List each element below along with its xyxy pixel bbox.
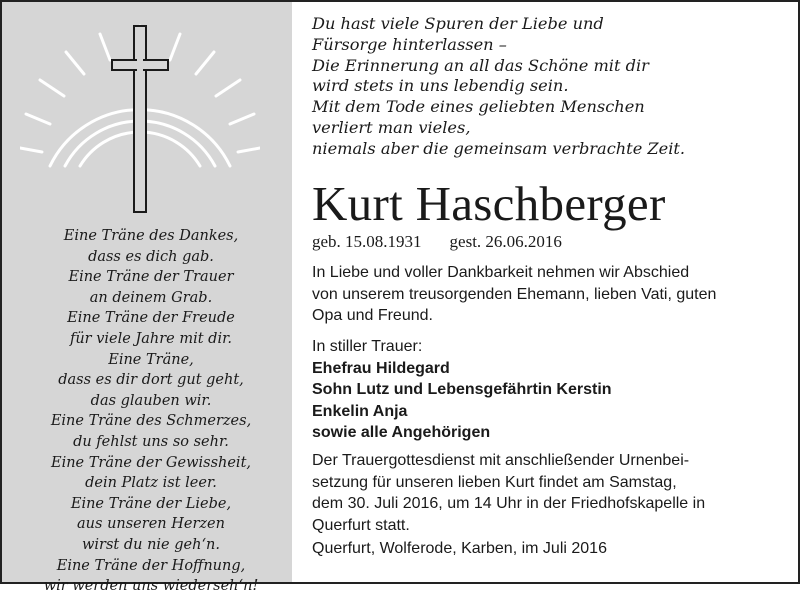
mourners-heading: In stiller Trauer: (312, 338, 423, 355)
right-panel (292, 0, 798, 584)
poem-line: dass es dir dort gut geht, (58, 372, 244, 389)
motto-line: wird stets in uns lebendig sein. (312, 76, 569, 96)
intro-line: In Liebe und voller Dankbarkeit nehmen wir Abschied (312, 264, 690, 281)
motto-line: Die Erinnerung an all das Schöne mit dir (312, 55, 649, 75)
poem-line: wirst du nie geh‘n. (81, 536, 220, 553)
poem-line: wir werden uns wiederseh‘n! (43, 578, 259, 595)
motto-line: Mit dem Tode eines geliebten Menschen (312, 97, 645, 117)
poem-line: dass es dich gab. (88, 248, 214, 265)
intro-text (312, 262, 792, 327)
poem-line: für viele Jahre mit dir. (69, 330, 233, 347)
death-date: gest. 26.06.2016 (449, 232, 562, 251)
service-info (312, 450, 792, 536)
life-dates (312, 232, 562, 252)
poem-line: Eine Träne der Trauer (68, 269, 234, 286)
poem-line: Eine Träne, (108, 351, 194, 368)
poem-line: dein Platz ist leer. (85, 475, 217, 492)
service-line: setzung für unseren lieben Kurt findet am Samstag, (312, 473, 677, 491)
poem-line: Eine Träne der Hoffnung, (56, 557, 246, 574)
motto-line: niemals aber die gemeinsam verbrachte Zeit. (312, 138, 686, 158)
birth-date: geb. 15.08.1931 (312, 232, 422, 251)
deceased-name: Kurt Haschberger (312, 176, 666, 231)
poem-line: Eine Träne der Liebe, (70, 495, 232, 512)
poem (12, 226, 290, 597)
poem-line: an deinem Grab. (89, 289, 213, 306)
poem-line: du fehlst uns so sehr. (73, 433, 229, 450)
intro-line: von unserem treusorgenden Ehemann, lieben Vati, guten (312, 285, 717, 303)
poem-line: Eine Träne der Gewissheit, (50, 454, 252, 471)
poem-line: das glauben wir. (90, 392, 212, 409)
poem-line: Eine Träne der Freude (67, 310, 235, 327)
intro-line: Opa und Freund. (312, 307, 433, 324)
poem-line: Eine Träne des Dankes, (63, 228, 239, 244)
mourner-name: sowie alle Angehörigen (312, 424, 491, 441)
service-line: Der Trauergottesdienst mit anschließender Urnenbei- (312, 452, 690, 469)
poem-line: Eine Träne des Schmerzes, (50, 413, 252, 430)
motto (312, 14, 782, 160)
motto-line: verliert man vieles, (312, 117, 471, 137)
cross-with-sunrise-icon (20, 16, 260, 216)
mourner-name: Sohn Lutz und Lebensgefährtin Kerstin (312, 381, 612, 398)
motto-line: Du hast viele Spuren der Liebe und (312, 14, 604, 33)
poem-line: aus unseren Herzen (77, 516, 225, 533)
mourner-name: Enkelin Anja (312, 402, 408, 420)
place-and-date: Querfurt, Wolferode, Karben, im Juli 2016 (312, 540, 607, 557)
left-panel (2, 2, 292, 595)
service-line: Querfurt statt. (312, 516, 410, 534)
service-line: dem 30. Juli 2016, um 14 Uhr in der Friedhofskapelle in (312, 495, 706, 512)
mourner-name: Ehefrau Hildegard (312, 359, 450, 377)
motto-line: Fürsorge hinterlassen – (312, 34, 507, 54)
mourners-block (312, 336, 792, 444)
